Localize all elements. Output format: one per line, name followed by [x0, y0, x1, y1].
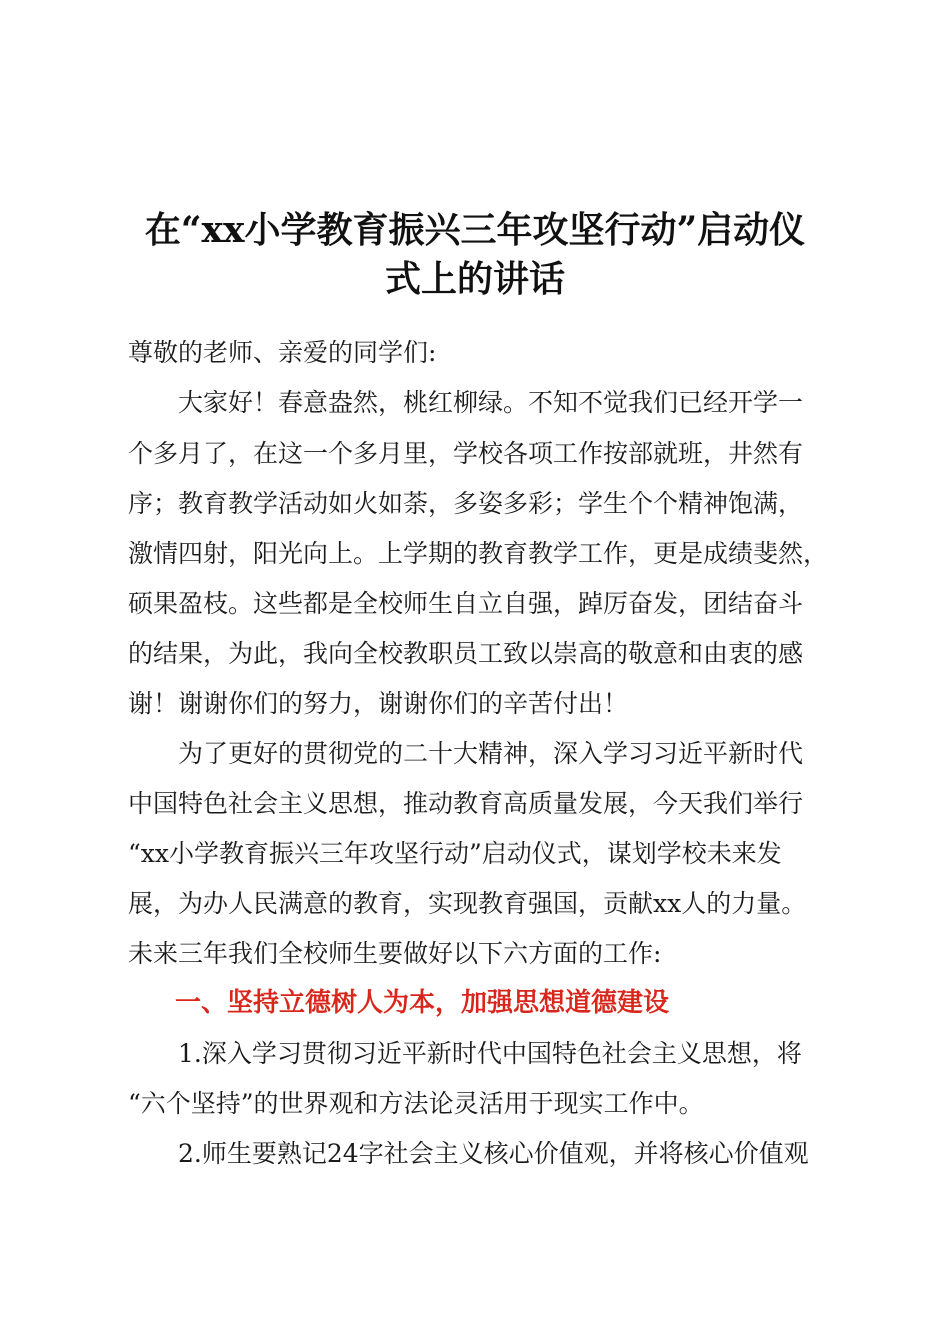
section-line: 1.深入学习贯彻习近平新时代中国特色社会主义思想，将	[178, 1039, 802, 1068]
section-line: “六个坚持”的世界观和方法论灵活用于现实工作中。	[128, 1089, 704, 1118]
salutation: 尊敬的老师、亲爱的同学们:	[128, 338, 437, 367]
body-line: “xx小学教育振兴三年攻坚行动”启动仪式，谋划学校未来发	[128, 839, 782, 868]
body-line: 中国特色社会主义思想，推动教育高质量发展，今天我们举行	[128, 789, 804, 818]
body-line: 个多月了，在这一个多月里，学校各项工作按部就班，井然有	[128, 439, 804, 468]
body-line: 展，为办人民满意的教育，实现教育强国，贡献xx人的力量。	[128, 889, 807, 918]
body-line: 大家好！春意盎然，桃红柳绿。不知不觉我们已经开学一	[178, 388, 804, 417]
body-line: 为了更好的贯彻党的二十大精神，深入学习习近平新时代	[178, 739, 804, 768]
section-heading: 一、坚持立德树人为本，加强思想道德建设	[175, 988, 670, 1018]
body-line: 序；教育教学活动如火如荼，多姿多彩；学生个个精神饱满，	[128, 489, 804, 518]
body-line: 的结果，为此，我向全校教职员工致以崇高的敬意和由衷的感	[128, 639, 804, 668]
document-title-line-2: 式上的讲话	[384, 258, 565, 300]
body-line: 谢！谢谢你们的努力，谢谢你们的辛苦付出！	[128, 689, 629, 718]
body-line: 未来三年我们全校师生要做好以下六方面的工作:	[128, 939, 662, 968]
document-title-line-1: 在“xx小学教育振兴三年攻坚行动”启动仪	[144, 209, 806, 251]
body-line: 硕果盈枝。这些都是全校师生自立自强，踔厉奋发，团结奋斗	[128, 589, 804, 618]
section-line: 2.师生要熟记24字社会主义核心价值观，并将核心价值观	[178, 1139, 809, 1168]
body-line: 激情四射，阳光向上。上学期的教育教学工作，更是成绩斐然，	[128, 539, 829, 568]
